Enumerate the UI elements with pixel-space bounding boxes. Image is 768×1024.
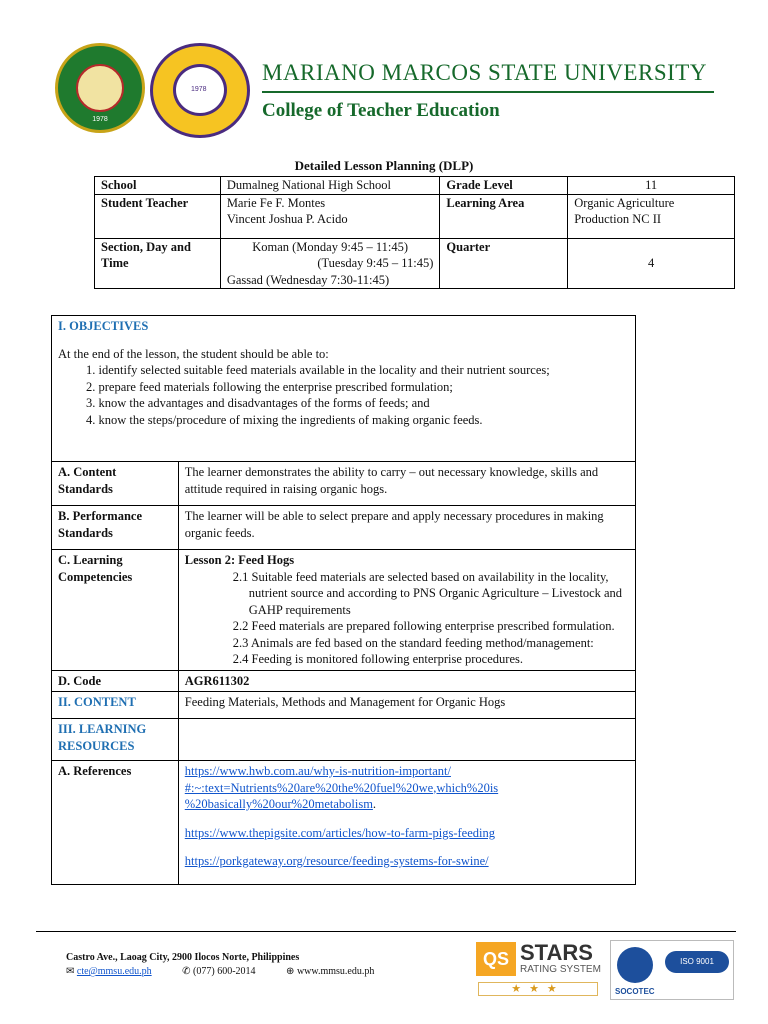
competency-item: 2.2 Feed materials are prepared following enterprise prescribed formulation. [232,619,615,633]
competencies-label [52,550,179,671]
quarter-label: Quarter [440,238,568,289]
objectives-row [52,316,636,462]
list-item: 4. know the steps/procedure of mixing the ingredients of making organic feeds. [86,412,483,427]
list-item: 1. identify selected suitable feed materials available in the locality and their nutrient sources; [86,363,550,377]
competency-item: 2.1 Suitable feed materials are selected based on availability in the locality, nutrient source and according to PNS Organic Agriculture – Livestock and GAHP requirements [232,569,623,617]
lesson-info-table [94,176,735,289]
school-label: School [95,177,221,195]
label-line: A. Content [58,465,117,479]
socotec-name: SOCOTEC [615,987,655,996]
code-label: D. Code [52,670,179,692]
section-tuesday: (Tuesday 9:45 – 11:45) [317,256,434,270]
code-row [52,670,636,692]
mmsu-logo-emblem [76,64,124,112]
code-value: AGR611302 [178,670,635,692]
college-name: College of Teacher Education [262,100,500,121]
lesson-title: Lesson 2: Feed Hogs [184,553,295,567]
list-item: 2. prepare feed materials following the enterprise prescribed formulation; [86,379,453,394]
learning-area-line-1: Organic Agriculture [574,195,675,210]
link-line: #:~:text=Nutrients%20are%20the%20fuel%20we,which%20is [184,780,499,795]
learning-area-label: Learning Area [440,194,568,238]
resources-value [178,719,635,761]
section-value [220,238,440,289]
competency-item: 2.3 Animals are fed based on the standard feeding method/management: [232,635,594,650]
table-row [95,194,735,238]
competencies-cell [178,550,635,671]
content-label: II. CONTENT [52,692,179,719]
label-line: III. LEARNING [58,722,147,736]
table-row [95,177,735,195]
footer-website[interactable]: ⊕ www.mmsu.edu.ph [286,966,375,977]
learning-area-line-2: Production NC II [574,212,662,226]
footer-phone: ✆ (077) 600-2014 [182,966,256,977]
reference-link-thepigsite[interactable]: https://www.thepigsite.com/articles/how-to-farm-pigs-feeding [184,825,495,840]
objectives-list [58,362,629,428]
school-value: Dumalneg National High School [220,177,440,195]
section-label-line-2: Time [101,256,129,270]
grade-level-label: Grade Level [440,177,568,195]
lesson-plan-table [51,315,636,885]
university-name: MARIANO MARCOS STATE UNIVERSITY [262,60,707,85]
link-line: https://www.hwb.com.au/why-is-nutrition-important/ [184,764,451,778]
content-standards-row [52,462,636,506]
objectives-cell [52,316,636,462]
socotec-certification-badge [610,940,734,1000]
label-line: B. Performance [58,509,142,523]
label-line: Standards [58,481,113,496]
link-line: %20basically%20our%20metabolism [184,797,373,811]
references-label: A. References [52,761,179,885]
socotec-logo-icon [617,947,653,983]
phone-text: (077) 600-2014 [193,966,256,977]
reference-item [185,763,629,813]
learning-area-value [568,194,735,238]
student-teacher-2: Vincent Joshua P. Acido [226,212,348,226]
references-cell [178,761,635,885]
label-line: RESOURCES [58,738,135,753]
dlp-title: Detailed Lesson Planning (DLP) [294,158,474,173]
quarter-value: 4 [568,238,735,289]
section-koman: Koman (Monday 9:45 – 11:45) [252,239,408,254]
content-row [52,692,636,719]
link-tail: . [372,797,377,811]
website-text: www.mmsu.edu.ph [296,966,375,977]
footer-email[interactable]: ✉ cte@mmsu.edu.ph [66,966,152,977]
student-teacher-label: Student Teacher [95,194,221,238]
mmsu-logo-year: 1978 [92,116,108,123]
grade-level-value: 11 [568,177,735,195]
section-label-line-1: Section, Day and [101,239,191,254]
competency-item: 2.4 Feeding is monitored following enterprise procedures. [232,652,523,666]
footer-address: Castro Ave., Laoag City, 2900 Ilocos Norte, Philippines [66,952,300,963]
objectives-heading: I. OBJECTIVES [58,319,149,333]
student-teacher-1: Marie Fe F. Montes [226,195,326,210]
references-row [52,761,636,885]
performance-standards-row [52,506,636,550]
rating-system-label: RATING SYSTEM [520,964,601,975]
star-rating-icon: ★★★ [478,982,598,996]
content-standards-label [52,462,179,506]
table-row [95,238,735,289]
header-divider [262,91,714,93]
reference-item [185,825,629,842]
performance-standards-label [52,506,179,550]
reference-link-porkgateway[interactable]: https://porkgateway.org/resource/feeding-systems-for-swine/ [184,854,489,868]
footer-divider [36,931,736,932]
content-standards-text: The learner demonstrates the ability to carry – out necessary knowledge, skills and attitude required in raising organic hogs. [178,462,635,506]
mmsu-logo [55,43,145,133]
list-item: 3. know the advantages and disadvantages of the forms of feeds; and [86,396,430,410]
iso-label: ISO 9001 [665,951,729,973]
student-teacher-value [220,194,440,238]
qs-logo: QS [476,942,516,976]
label-line: C. Learning [58,553,123,567]
objectives-intro: At the end of the lesson, the student should be able to: [58,346,329,361]
section-gassad: Gassad (Wednesday 7:30-11:45) [226,272,390,287]
label-line: Standards [58,525,113,540]
reference-link-hwb[interactable] [185,764,498,811]
cte-logo-year: 1978 [191,86,207,93]
content-value: Feeding Materials, Methods and Management for Organic Hogs [178,692,635,719]
resources-row [52,719,636,761]
qs-stars-badge [476,942,600,1000]
footer-contact [66,966,402,977]
label-line: Competencies [58,569,133,584]
reference-item [185,853,629,870]
resources-label [52,719,179,761]
email-text: cte@mmsu.edu.ph [76,966,152,977]
competencies-row [52,550,636,671]
section-label [95,238,221,289]
cte-logo [150,43,250,138]
performance-standards-text: The learner will be able to select prepare and apply necessary procedures in making organic feeds. [178,506,635,550]
stars-title: STARS [520,940,593,965]
